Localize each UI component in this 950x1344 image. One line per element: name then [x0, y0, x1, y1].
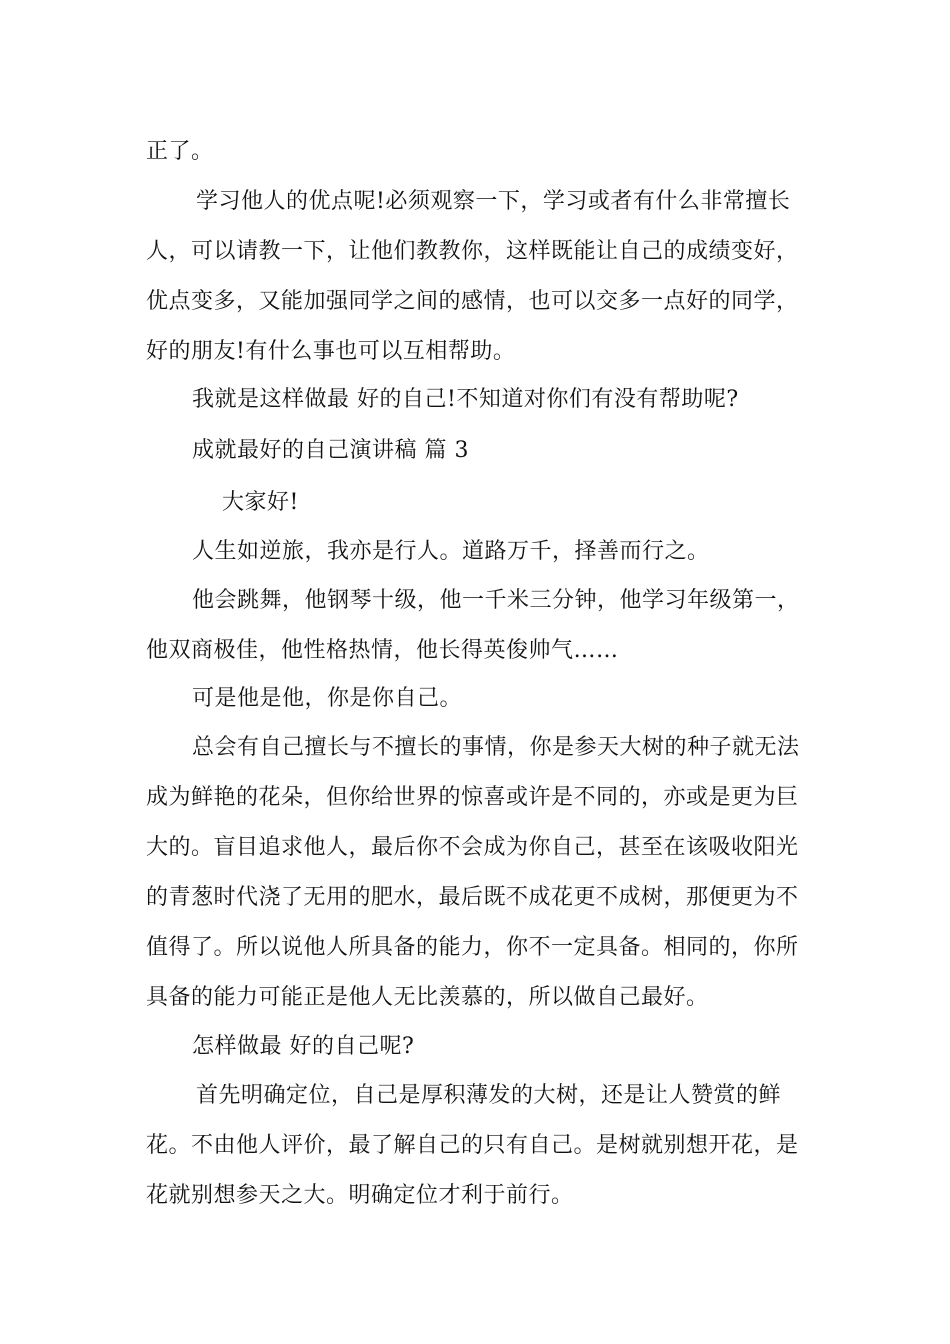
greeting-line: 大家好!	[222, 490, 299, 515]
text-line: 好的朋友!有什么事也可以互相帮助。	[146, 339, 516, 364]
text-line: 优点变多，又能加强同学之间的感情，也可以交多一点好的同学，	[146, 289, 799, 314]
text-line: 学习他人的优点呢!必须观察一下，学习或者有什么非常擅长	[196, 189, 791, 214]
text-line: 花。不由他人评价，最了解自己的只有自己。是树就别想开花，是	[146, 1133, 799, 1158]
text-line: 花就别想参天之大。明确定位才利于前行。	[146, 1183, 574, 1208]
text-line: 他会跳舞，他钢琴十级，他一千米三分钟，他学习年级第一，	[192, 588, 800, 613]
text-line: 大的。盲目追求他人，最后你不会成为你自己，甚至在该吸收阳光	[146, 835, 799, 860]
text-line: 总会有自己擅长与不擅长的事情，你是参天大树的种子就无法	[192, 735, 800, 760]
text-line: 正了。	[146, 139, 214, 164]
text-line: 人，可以请教一下，让他们教教你，这样既能让自己的成绩变好，	[146, 239, 799, 264]
text-line: 人生如逆旅，我亦是行人。道路万千，择善而行之。	[192, 539, 710, 564]
section-heading: 成就最好的自己演讲稿 篇 3	[192, 438, 469, 463]
text-line: 的青葱时代浇了无用的肥水，最后既不成花更不成树，那便更为不	[146, 885, 799, 910]
text-line: 他双商极佳，他性格热情，他长得英俊帅气……	[146, 638, 619, 663]
text-line: 值得了。所以说他人所具备的能力，你不一定具备。相同的，你所	[146, 935, 799, 960]
text-line: 可是他是他，你是你自己。	[192, 686, 463, 711]
text-line: 怎样做最 好的自己呢?	[192, 1034, 415, 1059]
text-line: 成为鲜艳的花朵，但你给世界的惊喜或许是不同的，亦或是更为巨	[146, 785, 799, 810]
text-line: 具备的能力可能正是他人无比羡慕的，所以做自己最好。	[146, 985, 709, 1010]
text-line: 首先明确定位，自己是厚积薄发的大树，还是让人赞赏的鲜	[196, 1083, 782, 1108]
text-line: 我就是这样做最 好的自己!不知道对你们有没有帮助呢?	[192, 387, 739, 412]
